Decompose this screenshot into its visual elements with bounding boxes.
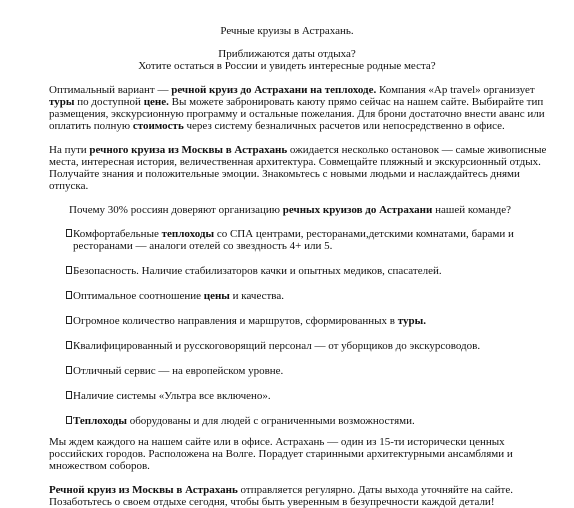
city-paragraph: Мы ждем каждого на нашем сайте или в офисе. Астрахань — один из 15-ти исторически ценных российских городов. Расположена на Волге. Порадует старинными архитектурными ансамблями и множеством соборов. (49, 436, 513, 472)
feature-item: Огромное количество направления и маршрутов, сформированных в туры. (49, 315, 554, 327)
question-dates: Приближаются даты отдыха? (218, 48, 356, 60)
bullet-icon (66, 341, 72, 349)
intro-paragraph: Оптимальный вариант — речной круиз до Астрахани на теплоходе. Компания «Ар travel» организует туры по доступной цене. Вы можете забронировать каюту прямо сейчас на нашем сайте. Выбирайте тип размещения, экскурсионную программу и остальные пожелания. Для брони достаточно внести аванс или оплатить полную стоимость через систему безналичных расчетов или непосредственно в офисе. (49, 84, 545, 132)
bullet-icon (66, 391, 72, 399)
bullet-icon (66, 316, 72, 324)
feature-item: Комфортабельные теплоходы со СПА центрами, ресторанами,детскими комнатами, барами и ресторанами — аналоги отелей со звездность 4+ или 5. (49, 228, 554, 252)
feature-item: Наличие системы «Ультра все включено». (49, 390, 554, 402)
page-title: Речные круизы в Астрахань. (220, 25, 354, 37)
bullet-icon (66, 416, 72, 424)
bullet-icon (66, 291, 72, 299)
feature-item: Отличный сервис — на европейском уровне. (49, 365, 554, 377)
features-list (49, 228, 554, 427)
why-heading: Почему 30% россиян доверяют организацию речных круизов до Астрахани нашей команде? (69, 204, 511, 216)
question-russia: Хотите остаться в России и увидеть интересные родные места? (138, 60, 436, 72)
bullet-icon (66, 229, 72, 237)
closing-paragraph: Речной круиз из Москвы в Астрахань отправляется регулярно. Даты выхода уточняйте на сайте. Позаботьтесь о своем отдыхе сегодня, чтобы быть уверенным в безупречности каждой детали! (49, 484, 513, 508)
feature-item: Квалифицированный и русскоговорящий персонал — от уборщиков до экскурсоводов. (49, 340, 554, 352)
bullet-icon (66, 266, 72, 274)
feature-item: Оптимальное соотношение цены и качества. (49, 290, 554, 302)
route-paragraph: На пути речного круиза из Москвы в Астрахань ожидается несколько остановок — самые живописные места, интересная история, величественная архитектура. Совмещайте пляжный и экскурсионный отдых. Получайте знания и положительные эмоции. Знакомьтесь с новыми людьми и наслаждайтесь днями отпуска. (49, 144, 547, 192)
feature-item: Теплоходы оборудованы и для людей с ограниченными возможностями. (49, 415, 554, 427)
bullet-icon (66, 366, 72, 374)
feature-item: Безопасность. Наличие стабилизаторов качки и опытных медиков, спасателей. (49, 265, 554, 277)
